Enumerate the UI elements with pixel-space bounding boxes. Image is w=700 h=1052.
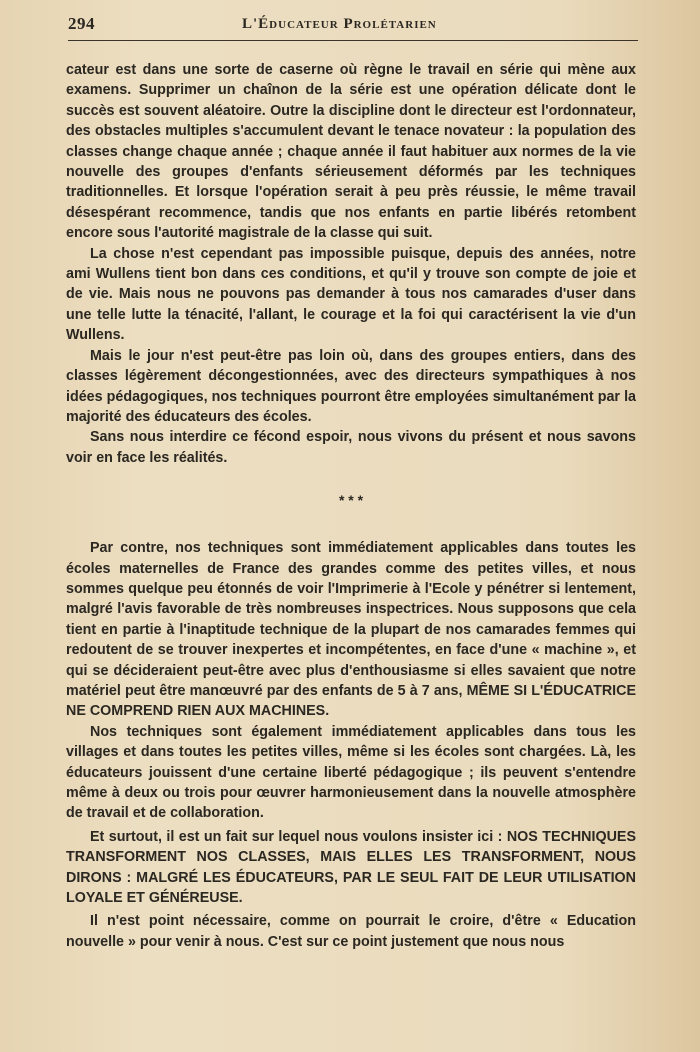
paragraph-3: Mais le jour n'est peut-être pas loin où, dans des groupes entiers, dans des classes légèrement décongestionnées, avec des directeurs sympathiques à nos idées pédagogiques, nos techniques pourront être employées simultanément par la majorité des éducateurs des écoles. (66, 347, 636, 425)
running-title: L'Éducateur Prolétarien (242, 16, 437, 32)
section-separator (66, 468, 636, 538)
page-header (68, 10, 638, 41)
asterism: * * * (338, 492, 364, 509)
paragraph-8: Il n'est point nécessaire, comme on pourrait le croire, d'être « Education nouvelle » pour venir à nous. C'est sur ce point justement que nous nous (66, 913, 636, 950)
page-number: 294 (68, 14, 95, 33)
paragraph-2: La chose n'est cependant pas impossible puisque, depuis des années, notre ami Wullens tient bon dans ces conditions, et qu'il y trouve son compte de joie et de vie. Mais nous ne pouvons pas demander à tous nos camarades d'user dans une telle lutte la ténacité, l'allant, le courage et la foi qui caractérisent la vie d'un Wullens. (66, 245, 636, 344)
paragraph-1: cateur est dans une sorte de caserne où règne le travail en série qui mène aux examens. Supprimer un chaînon de la série est une opération délicate dont le succès est souvent aléatoire. Outre la discipline dont le directeur est l'ordonnateur, des obstacles multiples s'accumulent devant le tenace novateur : la population des classes change chaque année ; chaque année il faut habituer aux normes de la vie nouvelle des groupes d'enfants sérieusement déformés par les techniques traditionnelles. Et lorsque l'opération serait à peu près réussie, le même travail désespérant recommence, tandis que nos enfants en partie libérés retombent encore sous l'autorité magistrale de la classe qui suit. (66, 62, 636, 242)
article-body (66, 60, 636, 952)
paragraph-4: Sans nous interdire ce fécond espoir, nous vivons du présent et nous savons voir en face les réalités. (66, 429, 636, 466)
paragraph-7: Et surtout, il est un fait sur lequel nous voulons insister ici : NOS TECHNIQUES TRANSFORMENT NOS CLASSES, MAIS ELLES LES TRANSFORMENT, NOUS DIRONS : MALGRÉ LES ÉDUCATEURS, PAR LE SEUL FAIT DE LEUR UTILISATION LOYALE ET GÉNÉREUSE. (66, 828, 636, 907)
paragraph-5: Par contre, nos techniques sont immédiatement applicables dans toutes les écoles maternelles de France des grandes comme des petites villes, et nous sommes quelque peu étonnés de voir l'Imprimerie à l'Ecole y pénétrer si lentement, malgré l'avis favorable de très nombreuses inspectrices. Nous supposons que cela tient en partie à l'inaptitude technique de la plupart de nos camarades femmes qui redoutent de se trouver inexpertes et incompétentes, en face d'une « machine », et qui se décideraient peut-être avec plus d'enthousiasme si elles savaient que notre matériel peut être manœuvré par des enfants de 5 à 7 ans, MÊME SI L'ÉDUCATRICE NE COMPREND RIEN AUX MACHINES. (66, 540, 636, 720)
paragraph-6: Nos techniques sont également immédiatement applicables dans tous les villages et dans toutes les petites villes, même si les écoles sont chargées. Là, les éducateurs jouissent d'une certaine liberté pédagogique ; ils peuvent s'entendre même à deux ou trois pour œuvrer harmonieusement dans la nouvelle atmosphère de travail et de collaboration. (66, 723, 636, 822)
